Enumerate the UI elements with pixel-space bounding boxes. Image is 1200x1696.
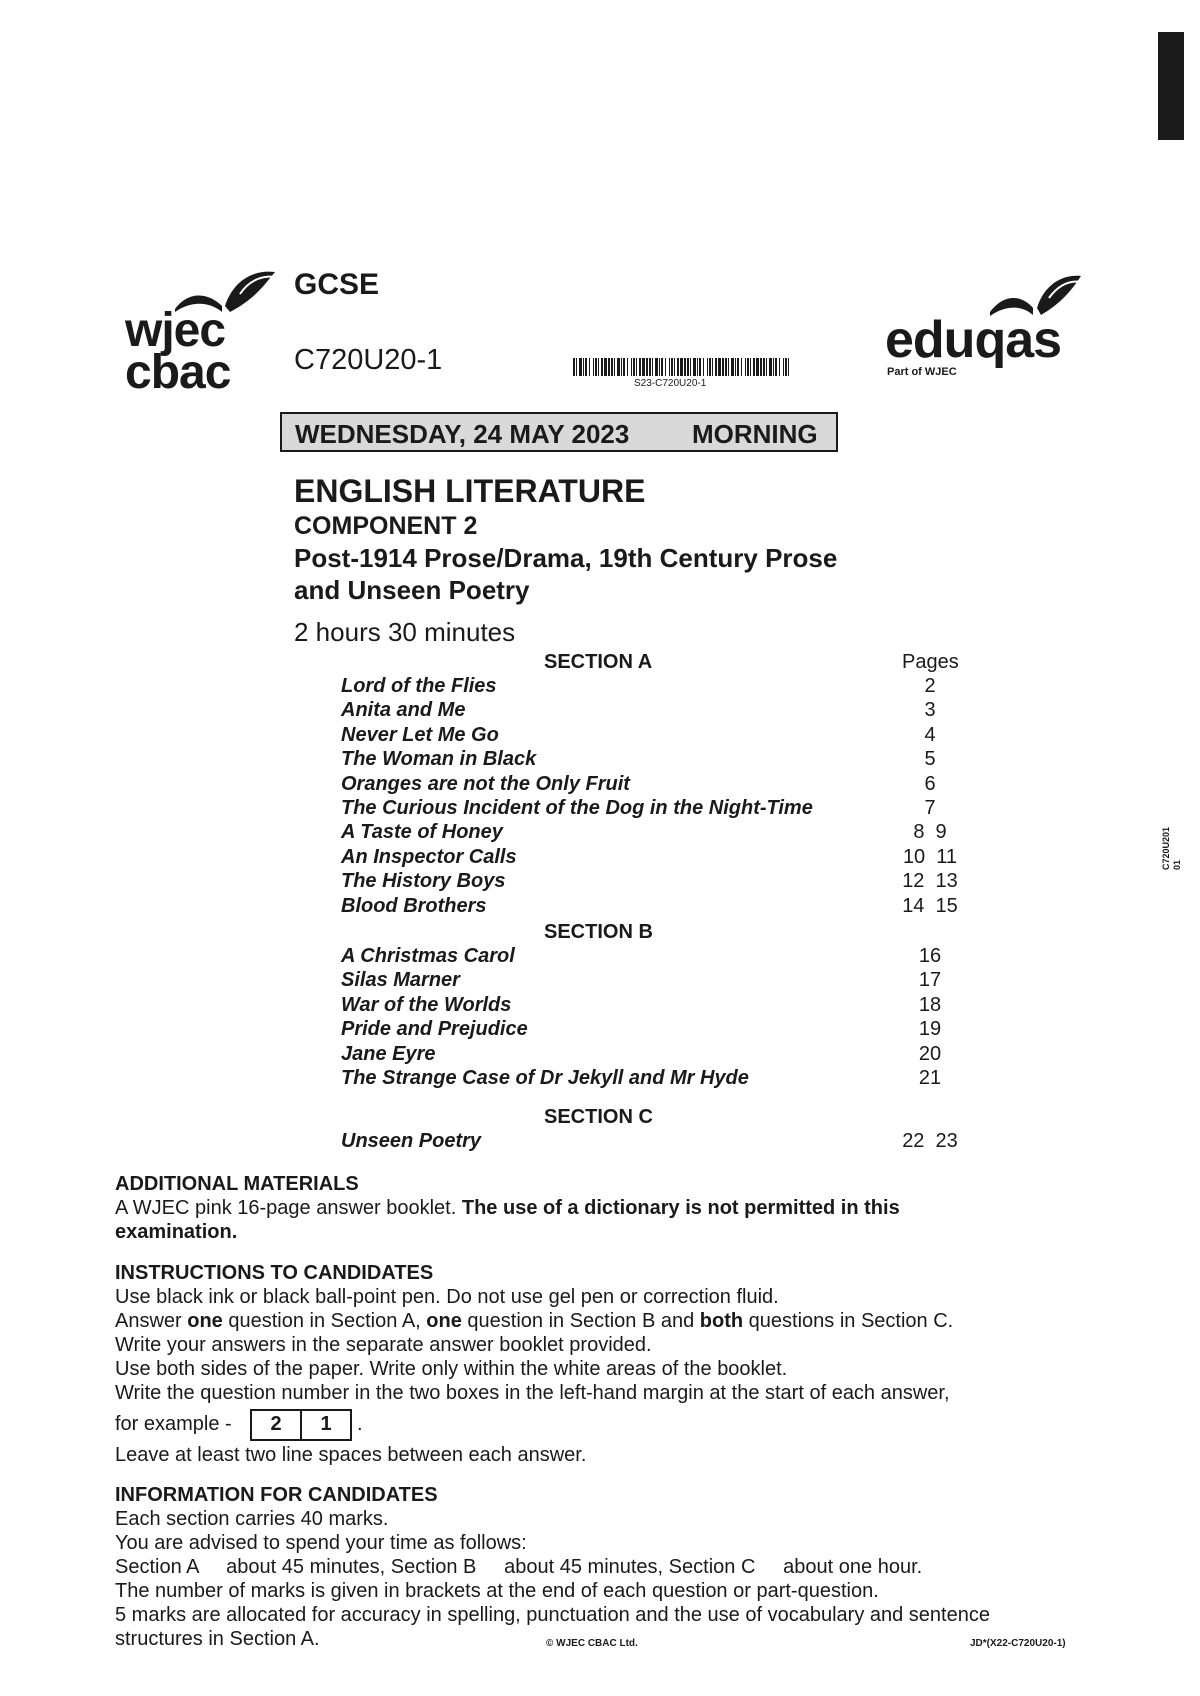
example-box-2: 1 — [320, 1413, 332, 1435]
barcode-bar — [747, 358, 749, 376]
information-line4: The number of marks is given in brackets at the end of each question or part-question. — [115, 1580, 879, 1602]
barcode-bar — [677, 358, 679, 376]
text-title: The Woman in Black — [341, 748, 537, 771]
paper-code: C720U20-1 — [294, 344, 443, 376]
barcode-bar — [728, 358, 729, 376]
text-title: The Curious Incident of the Dog in the Night-Time — [341, 797, 813, 819]
page-numbers: 5 — [924, 748, 936, 771]
text-title: A Christmas Carol — [341, 945, 515, 967]
barcode-text: S23-C720U20-1 — [634, 378, 707, 389]
barcode-bar — [699, 358, 701, 376]
instr-bold: one — [187, 1310, 223, 1332]
exam-description-line1: Post-1914 Prose/Drama, 19th Century Prose — [294, 543, 838, 573]
text-title: Lord of the Flies — [341, 675, 497, 697]
page-numbers: 17 — [918, 969, 942, 992]
cbac-logo-text: cbac — [125, 346, 231, 399]
instructions-line5: Write the question number in the two boxes in the left-hand margin at the start of each answer, — [115, 1382, 950, 1404]
barcode-bar — [697, 358, 698, 376]
text-title: A Taste of Honey — [341, 821, 503, 844]
barcode-bar — [614, 358, 615, 376]
eduqas-logo — [885, 272, 1085, 387]
barcode-bar — [639, 358, 641, 376]
instr-text: question in Section B and — [461, 1310, 700, 1332]
barcode-bar — [659, 358, 660, 376]
barcode-bar — [627, 358, 628, 376]
barcode-bar — [783, 358, 784, 376]
barcode-bar — [604, 358, 607, 376]
barcode-bar — [684, 358, 686, 376]
text-title: Jane Eyre — [341, 1042, 436, 1065]
barcode-bar — [712, 358, 713, 376]
text-title: Never Let Me Go — [341, 723, 499, 746]
barcode-bar — [690, 358, 691, 376]
example-question-boxes — [250, 1409, 352, 1441]
text-title: Pride and Prejudice — [341, 1018, 528, 1041]
footer-reference: JD*(X22-C720U20-1) — [970, 1638, 1066, 1649]
exam-date-box — [280, 412, 838, 452]
instr-bold: one — [426, 1310, 462, 1332]
instr-bold: both — [699, 1310, 744, 1332]
barcode-bar — [652, 358, 653, 376]
barcode-bar — [722, 358, 724, 376]
eduqas-logo-text: eduqas — [885, 311, 1062, 369]
barcode-bar — [687, 358, 689, 376]
information-line1: Each section carries 40 marks. — [115, 1508, 389, 1530]
instructions-line6: Leave at least two line spaces between each answer. — [115, 1444, 587, 1466]
information-line3: Section A about 45 minutes, Section B about 45 minutes, Section C about one hour. — [115, 1556, 923, 1578]
example-box-1: 2 — [252, 1411, 302, 1439]
barcode-bar — [674, 358, 675, 376]
barcode-bar — [680, 358, 683, 376]
exam-duration: 2 hours 30 minutes — [294, 617, 516, 647]
exam-subject: ENGLISH LITERATURE — [294, 473, 646, 509]
barcode-bar — [579, 358, 582, 376]
barcode-bar — [788, 358, 789, 376]
text-title: An Inspector Calls — [341, 845, 517, 868]
section-a-heading: SECTION A — [544, 651, 653, 673]
footer-copyright: © WJEC CBAC Ltd. — [546, 1638, 638, 1649]
materials-text: A WJEC pink 16-page answer booklet. — [115, 1197, 462, 1219]
page-numbers: 21 — [918, 1067, 942, 1089]
barcode-bar — [655, 358, 658, 376]
page-numbers: 22 23 — [902, 1130, 958, 1152]
exam-component: COMPONENT 2 — [294, 512, 478, 540]
barcode-bar — [753, 358, 755, 376]
page-numbers: 12 13 — [902, 870, 958, 893]
barcode-bar — [785, 358, 787, 376]
page-numbers: 4 — [924, 723, 936, 746]
additional-materials-line2 — [115, 1221, 237, 1244]
barcode-bar — [598, 358, 599, 376]
barcode-bar — [763, 358, 765, 376]
page-numbers: 19 — [918, 1018, 942, 1041]
additional-materials-line1 — [115, 1197, 900, 1220]
dictionary-notice: The use of a dictionary is not permitted in this — [461, 1197, 900, 1219]
barcode-bar — [611, 358, 613, 376]
text-title: War of the Worlds — [341, 993, 512, 1016]
exam-date: WEDNESDAY, 24 MAY 2023 — [295, 419, 630, 449]
barcode-bar — [621, 358, 622, 376]
barcode-bar — [608, 358, 610, 376]
qualification-level: GCSE — [294, 268, 380, 301]
text-title: The Strange Case of Dr Jekyll and Mr Hyde — [341, 1067, 749, 1089]
additional-materials-heading: ADDITIONAL MATERIALS — [115, 1173, 359, 1195]
barcode-bar — [703, 358, 704, 376]
barcode-bar — [617, 358, 620, 376]
barcode-bar — [779, 358, 780, 376]
barcode-bar — [669, 358, 670, 376]
wjec-logo-text: wjec — [125, 304, 226, 357]
information-heading: INFORMATION FOR CANDIDATES — [115, 1484, 438, 1506]
barcode-bar — [707, 358, 708, 376]
barcode-bar — [661, 358, 663, 376]
eduqas-logo-sub: Part of WJEC — [887, 366, 957, 378]
barcode-bar — [737, 358, 739, 376]
barcode-bar — [725, 358, 727, 376]
exam-description-line2: and Unseen Poetry — [294, 575, 530, 605]
barcode-bar — [589, 358, 590, 376]
text-title: Anita and Me — [341, 699, 466, 722]
page-numbers: 14 15 — [902, 894, 958, 917]
page-numbers: 20 — [918, 1042, 942, 1065]
wjec-cbac-logo — [125, 272, 250, 402]
barcode-bar — [583, 358, 584, 376]
instr-text: Answer — [115, 1310, 188, 1332]
instructions-heading: INSTRUCTIONS TO CANDIDATES — [115, 1262, 434, 1284]
barcode-bar — [766, 358, 767, 376]
barcode-bar — [715, 358, 717, 376]
side-code-line1: C720U201 — [1161, 826, 1171, 870]
page-numbers: 6 — [924, 772, 936, 795]
section-b-heading: SECTION B — [544, 921, 653, 943]
instructions-line2 — [115, 1310, 953, 1333]
barcode-bar — [760, 358, 762, 376]
text-title: Blood Brothers — [341, 894, 487, 917]
page-numbers: 18 — [918, 993, 942, 1016]
barcode-bar — [735, 358, 736, 376]
pages-column-heading: Pages — [902, 651, 959, 673]
page-numbers: 10 11 — [902, 845, 958, 868]
instr-text: questions in Section C. — [743, 1310, 954, 1332]
barcode-bar — [745, 358, 746, 376]
barcode-bar — [623, 358, 625, 376]
barcode — [573, 358, 791, 378]
barcode-bar — [576, 358, 577, 376]
barcode-bar — [671, 358, 673, 376]
barcode-bar — [775, 358, 777, 376]
side-code — [1161, 790, 1191, 870]
barcode-bar — [593, 358, 594, 376]
instr-text: question in Section A, — [222, 1310, 427, 1332]
barcode-bar — [585, 358, 587, 376]
side-code-line2: 01 — [1172, 859, 1182, 870]
barcode-bar — [769, 358, 772, 376]
barcode-bar — [693, 358, 696, 376]
instructions-line4: Use both sides of the paper. Write only within the white areas of the booklet. — [115, 1358, 788, 1380]
barcode-bar — [631, 358, 632, 376]
barcode-bar — [642, 358, 645, 376]
barcode-bar — [773, 358, 774, 376]
barcode-bar — [573, 358, 575, 376]
page-numbers: 16 — [918, 945, 942, 967]
page-numbers: 8 9 — [913, 821, 947, 844]
page-numbers: 2 — [924, 675, 936, 697]
barcode-bar — [750, 358, 751, 376]
information-line2: You are advised to spend your time as follows: — [115, 1532, 527, 1554]
barcode-bar — [636, 358, 637, 376]
barcode-bar — [718, 358, 721, 376]
barcode-bar — [709, 358, 711, 376]
information-line5: 5 marks are allocated for accuracy in spelling, punctuation and the use of vocabulary and sentence — [115, 1604, 990, 1626]
page-numbers: 3 — [924, 699, 936, 722]
barcode-bar — [633, 358, 635, 376]
dictionary-notice-end: examination. — [115, 1221, 238, 1243]
barcode-bar — [601, 358, 603, 376]
example-label: for example - — [115, 1413, 232, 1435]
information-line6: structures in Section A. — [115, 1628, 320, 1650]
barcode-bar — [741, 358, 742, 376]
barcode-bar — [646, 358, 648, 376]
instructions-line3: Write your answers in the separate answer booklet provided. — [115, 1334, 652, 1356]
text-title: Unseen Poetry — [341, 1130, 482, 1152]
text-title: The History Boys — [341, 870, 506, 893]
section-c-heading: SECTION C — [544, 1106, 653, 1128]
barcode-bar — [595, 358, 597, 376]
text-title: Silas Marner — [341, 969, 460, 992]
exam-session: MORNING — [692, 419, 818, 449]
corner-marker — [1158, 32, 1184, 140]
barcode-bar — [665, 358, 666, 376]
barcode-bar — [756, 358, 759, 376]
example-end: . — [357, 1413, 363, 1435]
barcode-bar — [731, 358, 734, 376]
barcode-bar — [649, 358, 651, 376]
text-title: Oranges are not the Only Fruit — [341, 772, 630, 795]
instructions-line1: Use black ink or black ball-point pen. Do not use gel pen or correction fluid. — [115, 1286, 779, 1308]
page-numbers: 7 — [924, 797, 936, 819]
